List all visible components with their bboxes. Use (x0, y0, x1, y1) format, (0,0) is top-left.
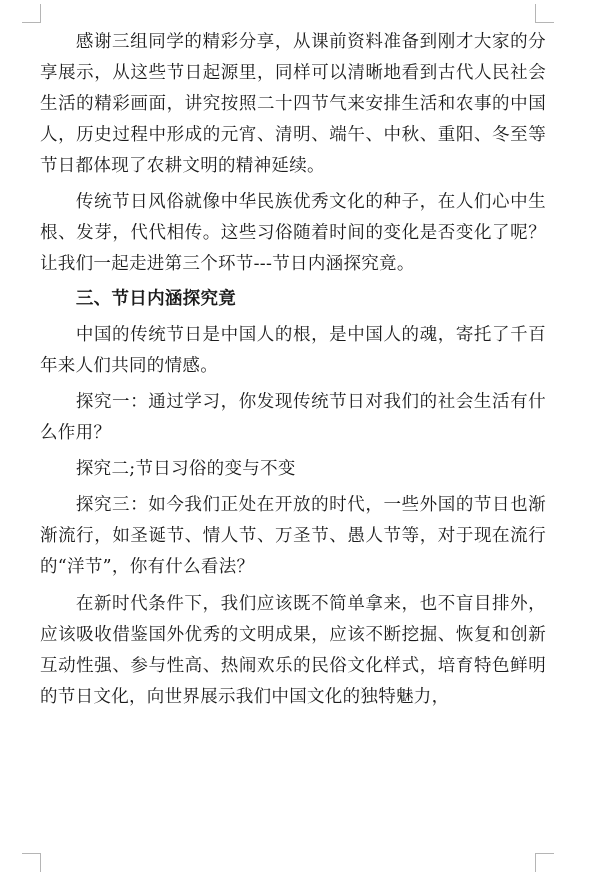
crop-mark-bottom-left (22, 853, 41, 872)
paragraph-roots: 中国的传统节日是中国人的根，是中国人的魂，寄托了千百年来人们共同的情感。 (40, 325, 546, 376)
paragraph-customs: 传统节日风俗就像中华民族优秀文化的种子，在人们心中生根、发芽，代代相传。这些习俗随着时间的变化是否变化了呢？让我们一起走进第三个环节---节日内涵探究竟。 (40, 192, 546, 274)
paragraph-inquiry-three: 探究三：如今我们正处在开放的时代，一些外国的节日也渐渐流行，如圣诞节、情人节、万圣节、愚人节等，对于现在流行的“洋节”，你有什么看法？ (40, 495, 546, 577)
paragraph-conclusion: 在新时代条件下，我们应该既不简单拿来，也不盲目排外，应该吸收借鉴国外优秀的文明成果，应该不断挖掘、恢复和创新互动性强、参与性高、热闹欢乐的民俗文化样式，培育特色鲜明的节日文化，向世界展示我们中国文化的独特魅力， (40, 594, 546, 707)
paragraph-thanks: 感谢三组同学的精彩分享，从课前资料准备到刚才大家的分享展示，从这些节日起源里，同样可以清晰地看到古代人民社会生活的精彩画面，讲究按照二十四节气来安排生活和农事的中国人，历史过程中形成的元宵、清明、端午、中秋、重阳、冬至等节日都体现了农耕文明的精神延续。 (40, 32, 546, 176)
paragraph-inquiry-one: 探究一：通过学习，你发现传统节日对我们的社会生活有什么作用？ (40, 392, 546, 443)
paragraph-inquiry-two: 探究二;节日习俗的变与不变 (75, 459, 296, 479)
section-heading: 三、节日内涵探究竟 (75, 289, 237, 309)
crop-mark-bottom-right (535, 853, 554, 872)
crop-mark-top-right (535, 4, 554, 23)
crop-mark-top-left (22, 4, 41, 23)
document-body (40, 27, 546, 713)
